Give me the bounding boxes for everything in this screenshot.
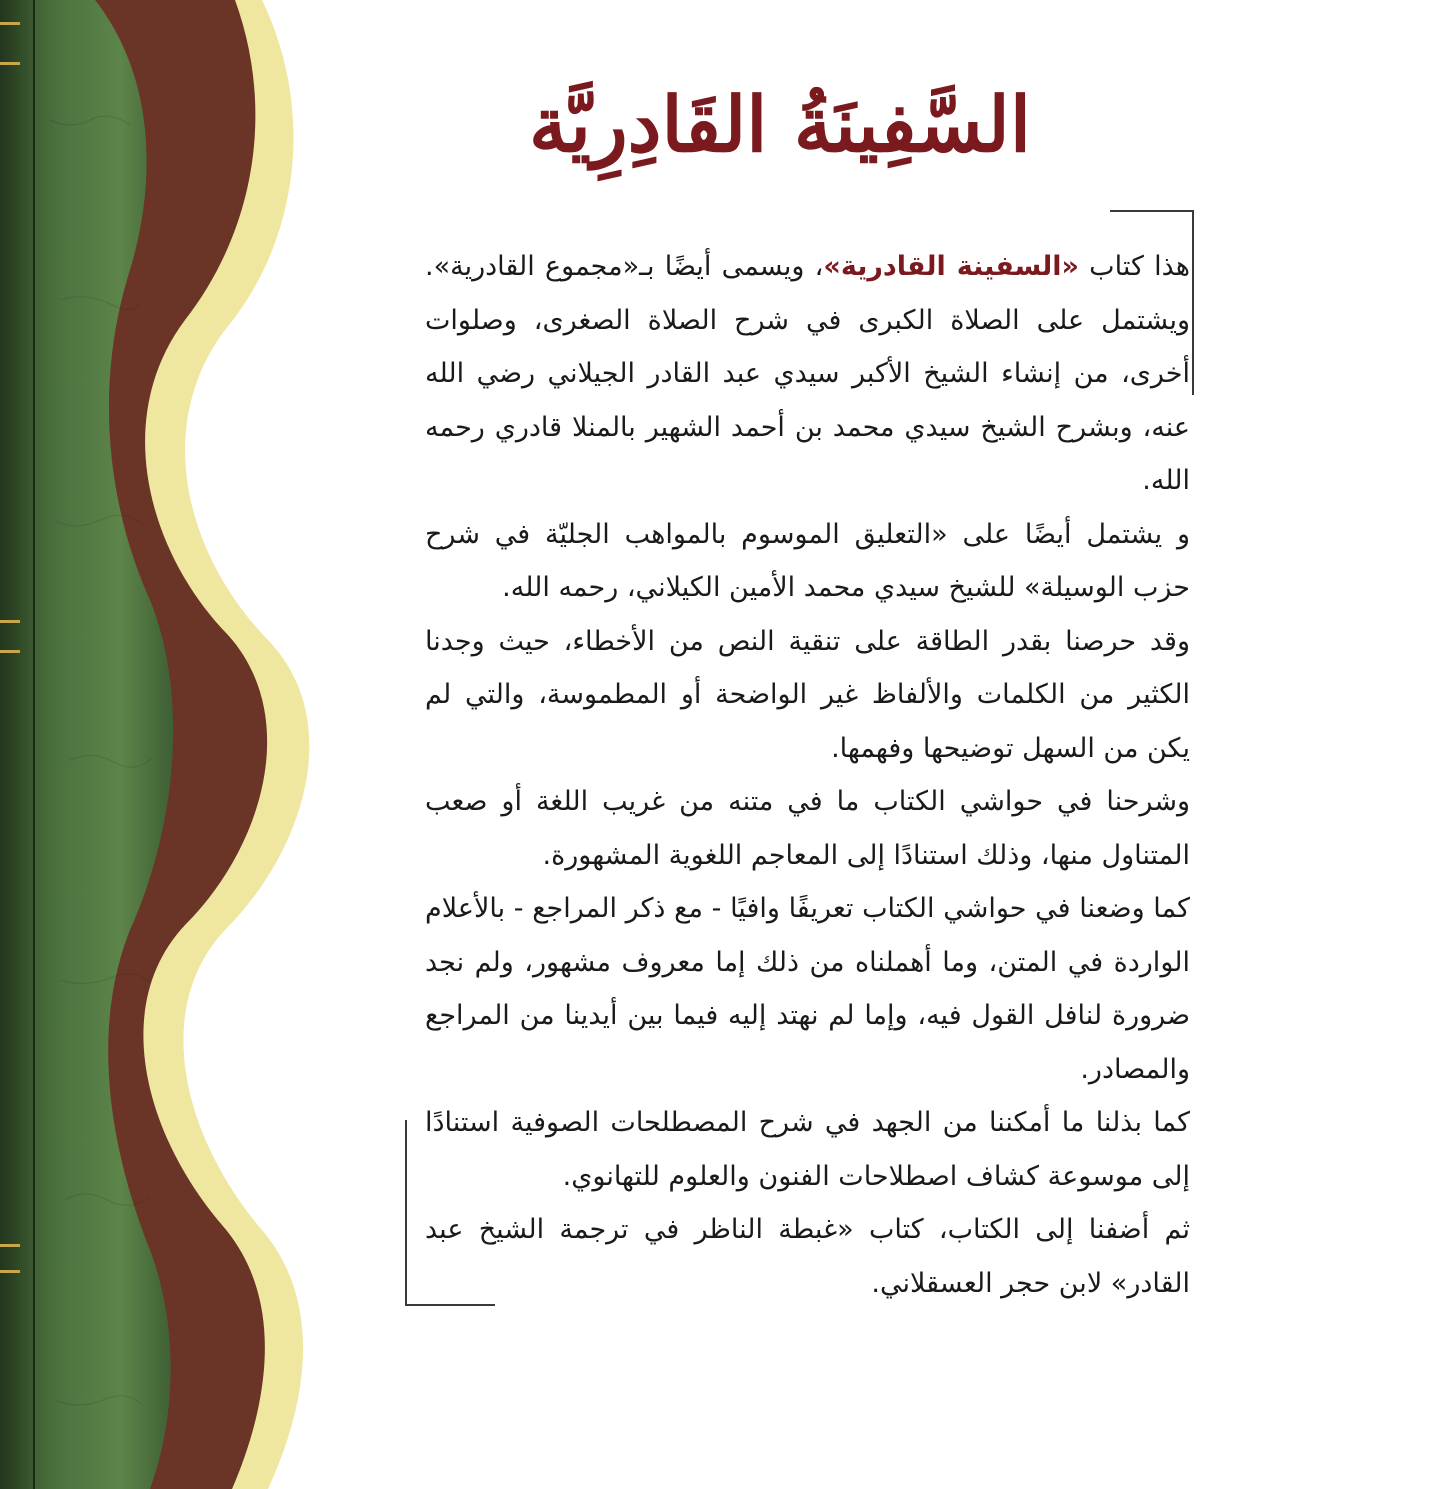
frame-corner-line — [405, 1120, 407, 1306]
paragraph: و يشتمل أيضًا على «التعليق الموسوم بالمواهب الجليّة في شرح حزب الوسيلة» للشيخ سيدي محمد الأمين الكيلاني، رحمه الله. — [425, 518, 1190, 603]
paragraph: هذا كتاب «السفينة القادرية»، ويسمى أيضًا بـ«مجموع القادرية». ويشتمل على الصلاة الكبرى في شرح الصلاة الصغرى، وصلوات أخرى، من إنشاء الشيخ الأكبر سيدي عبد القادر الجيلاني رضي الله عنه، وبشرح الشيخ سيدي محمد بن أحمد الشهير بالمنلا قادري رحمه الله. — [425, 251, 1190, 496]
spine-ornament — [0, 22, 20, 25]
book-title-inline: «السفينة القادرية» — [823, 251, 1079, 282]
paragraph: كما بذلنا ما أمكننا من الجهد في شرح المصطلحات الصوفية استنادًا إلى موسوعة كشاف اصطلاحات الفنون والعلوم للتهانوي. — [425, 1107, 1190, 1192]
spine-ornament — [0, 62, 20, 65]
spine-ornament — [0, 650, 20, 653]
spine-ornament — [0, 1270, 20, 1273]
spine-ornament — [0, 620, 20, 623]
paragraph: وقد حرصنا بقدر الطاقة على تنقية النص من الأخطاء، حيث وجدنا الكثير من الكلمات والألفاظ غير الواضحة أو المطموسة، والتي لم يكن من السهل توضيحها وفهمها. — [425, 625, 1190, 764]
spine — [0, 0, 34, 1489]
paragraph: ثم أضفنا إلى الكتاب، كتاب «غبطة الناظر في ترجمة الشيخ عبد القادر» لابن حجر العسقلاني. — [425, 1214, 1190, 1299]
book-title: السَّفِينَةُ القَادِرِيَّة — [529, 80, 1031, 169]
back-cover-description — [425, 240, 1190, 1310]
frame-corner-line — [1110, 210, 1194, 212]
paragraph: كما وضعنا في حواشي الكتاب تعريفًا وافيًا - مع ذكر المراجع - بالأعلام الواردة في المتن، وما أهملناه من ذلك إما معروف مشهور، ولم نجد ضرورة لنافل القول فيه، وإما لم نهتد إليه فيما بين أيدينا من المراجع والمصادر. — [425, 893, 1190, 1085]
spine-ornament — [0, 1244, 20, 1247]
paragraph: وشرحنا في حواشي الكتاب ما في متنه من غريب اللغة أو صعب المتناول منها، وذلك استنادًا إلى المعاجم اللغوية المشهورة. — [425, 786, 1190, 871]
frame-corner-line — [1192, 210, 1194, 395]
